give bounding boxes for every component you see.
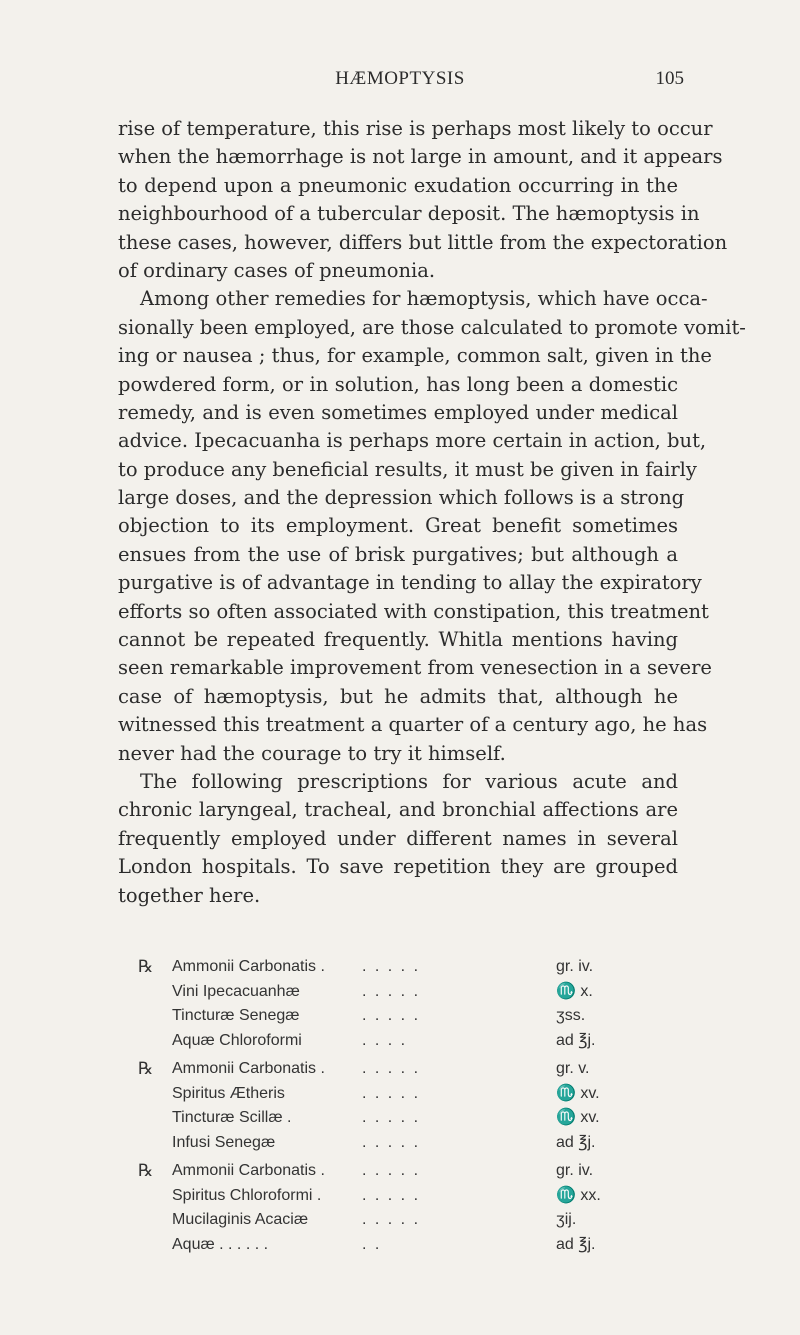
prescription-row (118, 1106, 678, 1131)
dose: gr. iv. (556, 958, 594, 975)
leader-dots: . . . . (362, 1031, 408, 1049)
ingredient: Mucilaginis Acaciæ (172, 1211, 309, 1228)
text-line: rise of temperature, this rise is perhaps most likely to occur (118, 117, 713, 140)
text-line: advice. Ipecacuanha is perhaps more certain in action, but, (118, 429, 707, 453)
leader-dots: . . . . . (362, 1007, 421, 1024)
recipe-symbol: ℞ (138, 1161, 154, 1181)
running-head (0, 68, 800, 94)
dose: ad ℥j. (556, 1235, 596, 1253)
ingredient: Tincturæ Scillæ . (172, 1109, 292, 1126)
text-line: together here. (118, 883, 261, 907)
text-line: to produce any beneficial results, it must be given in fairly (118, 457, 697, 481)
leader-dots: . . . . . (362, 1211, 421, 1228)
leader-dots: . . . . . (362, 1084, 421, 1102)
prescription-row (118, 1184, 678, 1209)
leader-dots: . . . . . (362, 958, 421, 975)
text-line: of ordinary cases of pneumonia. (118, 258, 436, 282)
ingredient: Spiritus Ætheris (172, 1084, 285, 1102)
text-line: ensues from the use of brisk purgatives; but although a (118, 542, 678, 566)
leader-dots: . . . . . (362, 1162, 421, 1179)
ingredient: Ammonii Carbonatis . (172, 958, 325, 975)
prescription-1 (118, 955, 678, 1053)
ingredient: Vini Ipecacuanhæ (172, 982, 300, 1000)
text-line: never had the courage to try it himself. (118, 741, 506, 765)
paragraph-3 (118, 768, 678, 910)
ingredient: Spiritus Chloroformi . (172, 1186, 322, 1204)
text-line: efforts so often associated with constipation, this treatment (118, 599, 709, 623)
ingredient: Aquæ . . . . . . (172, 1235, 269, 1253)
ingredient: Tincturæ Senegæ (172, 1007, 300, 1024)
text-line: purgative is of advantage in tending to allay the expiratory (118, 571, 702, 595)
prescription-row (118, 1029, 678, 1054)
dose: ʒij. (556, 1211, 577, 1228)
dose: ʒss. (556, 1007, 586, 1024)
text-line: these cases, however, differs but little from the expectoration (118, 230, 728, 254)
leader-dots: . . . . . (362, 982, 421, 1000)
paragraph-2 (118, 285, 746, 768)
prescription-row (118, 1159, 678, 1184)
page-number: 105 (655, 68, 684, 89)
dose: gr. iv. (556, 1162, 594, 1179)
text-line: objection to its employment. Great benefit sometimes (118, 514, 678, 538)
leader-dots: . . . . . (362, 1060, 421, 1077)
text-line: frequently employed under different names in several (118, 826, 678, 850)
leader-dots: . . (362, 1235, 382, 1253)
running-title: HÆMOPTYSIS (335, 68, 465, 89)
dose: ad ℥j. (556, 1031, 596, 1049)
dose: ♏ xx. (556, 1186, 601, 1204)
text-line: ing or nausea ; thus, for example, common salt, given in the (118, 344, 712, 368)
text-line: neighbourhood of a tubercular deposit. The hæmoptysis in (118, 202, 700, 226)
ingredient: Aquæ Chloroformi (172, 1031, 302, 1049)
dose: gr. v. (556, 1060, 590, 1077)
ingredient: Ammonii Carbonatis . (172, 1060, 325, 1077)
text-line: London hospitals. To save repetition they are grouped (118, 855, 678, 879)
text-line: Among other remedies for hæmoptysis, which have occa- (140, 287, 708, 311)
text-line: cannot be repeated frequently. Whitla mentions having (118, 628, 678, 652)
prescription-2 (118, 1057, 678, 1155)
prescription-3 (118, 1159, 678, 1257)
dose: ♏ xv. (556, 1109, 600, 1126)
text-line: The following prescriptions for various acute and (140, 769, 678, 793)
prescription-row (118, 1208, 678, 1233)
dose: ♏ x. (556, 982, 593, 1000)
prescription-row (118, 955, 678, 980)
text-line: when the hæmorrhage is not large in amount, and it appears (118, 145, 723, 169)
recipe-symbol: ℞ (138, 957, 154, 977)
paragraph-1 (118, 115, 728, 285)
recipe-symbol: ℞ (138, 1059, 154, 1079)
dose: ad ℥j. (556, 1133, 596, 1151)
text-line: powdered form, or in solution, has long been a domestic (118, 372, 678, 396)
leader-dots: . . . . . (362, 1109, 421, 1126)
ingredient: Infusi Senegæ (172, 1133, 276, 1151)
prescription-row (118, 980, 678, 1005)
ingredient: Ammonii Carbonatis . (172, 1162, 325, 1179)
prescriptions (118, 955, 678, 1261)
prescription-row (118, 1004, 678, 1029)
text-line: sionally been employed, are those calculated to promote vomit- (118, 315, 746, 339)
prescription-row (118, 1057, 678, 1082)
text-line: seen remarkable improvement from venesection in a severe (118, 656, 712, 680)
prescription-row (118, 1082, 678, 1107)
text-line: to depend upon a pneumonic exudation occurring in the (118, 173, 678, 197)
dose: ♏ xv. (556, 1084, 600, 1102)
body-text (118, 115, 746, 910)
leader-dots: . . . . . (362, 1133, 421, 1151)
text-line: witnessed this treatment a quarter of a century ago, he has (118, 713, 708, 737)
leader-dots: . . . . . (362, 1186, 421, 1204)
prescription-row (118, 1233, 678, 1258)
text-line: large doses, and the depression which follows is a strong (118, 486, 685, 510)
text-line: chronic laryngeal, tracheal, and bronchial affections are (118, 798, 678, 822)
text-line: case of hæmoptysis, but he admits that, although he (118, 684, 678, 708)
text-line: remedy, and is even sometimes employed under medical (118, 400, 678, 424)
prescription-row (118, 1131, 678, 1156)
